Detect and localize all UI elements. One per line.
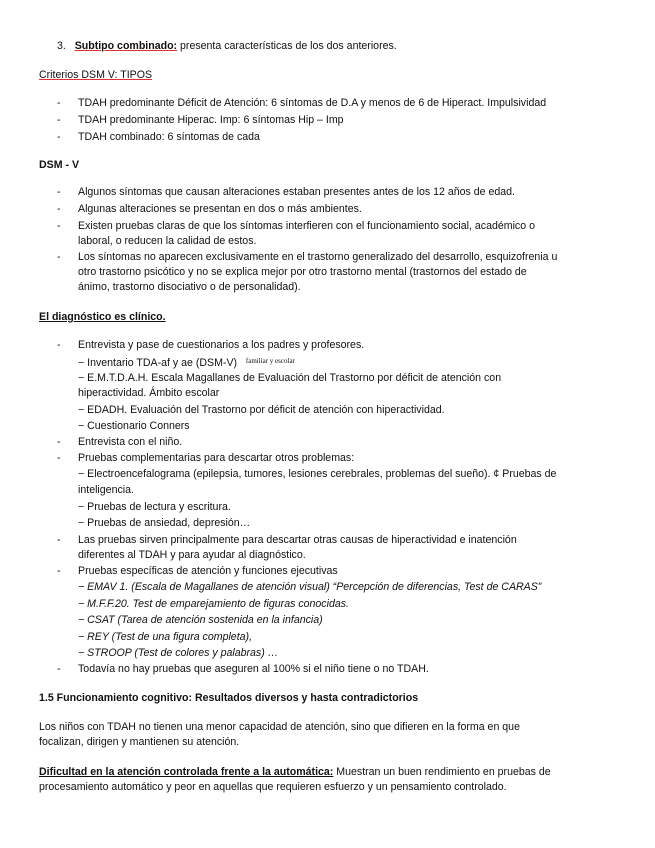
sub-item: − EDADH. Evaluación del Trastorno por déficit de atención con hiperactividad.	[78, 404, 445, 416]
list-item-cont: laboral, o reducen la calidad de estos.	[78, 235, 257, 247]
diagnosis-heading: El diagnóstico es clínico.	[39, 311, 166, 323]
sub-item: − E.M.T.D.A.H. Escala Magallanes de Evaluación del Trastorno por déficit de atención con	[78, 372, 502, 384]
list-item: - TDAH predominante Hiperac. Imp: 6 síntomas Hip – Imp	[57, 114, 344, 126]
list-item: - Algunos síntomas que causan alteraciones estaban presentes antes de los 12 años de edad.	[57, 186, 515, 198]
paragraph-line: procesamiento automático y peor en aquellas que requieren esfuerzo y un pensamiento controlado.	[39, 781, 507, 793]
tda-note: familiar y escolar	[245, 357, 295, 365]
sub-item: − REY (Test de una figura completa),	[78, 631, 253, 643]
list-item-cont: diferentes al TDAH y para ayudar al diagnóstico.	[78, 549, 306, 561]
paragraph-line: focalizan, dirigen y mantienen su atención.	[39, 736, 240, 748]
dsm5-heading: DSM - V	[39, 159, 80, 171]
list-item: - Entrevista con el niño.	[57, 436, 183, 448]
list-item: - Pruebas complementarias para descartar otros problemas:	[57, 452, 355, 464]
list-item: - Los síntomas no aparecen exclusivamente en el trastorno generalizado del desarrollo, esquizofrenia u	[57, 251, 558, 263]
section-heading: 1.5 Funcionamiento cognitivo: Resultados diversos y hasta contradictorios	[39, 692, 419, 704]
subtype-combined-line	[57, 40, 397, 53]
subtype-text: presenta características de los dos anteriores.	[177, 40, 397, 52]
list-item-cont: ánimo, trastorno disociativo o de personalidad).	[78, 281, 301, 293]
list-item: - Existen pruebas claras de que los síntomas interfieren con el funcionamiento social, académico o	[57, 220, 535, 232]
paragraph-line: Los niños con TDAH no tienen una menor capacidad de atención, sino que difieren en la forma en que	[39, 721, 520, 733]
list-item: - Todavía no hay pruebas que aseguren al 100% si el niño tiene o no TDAH.	[57, 663, 429, 675]
sub-item: − Electroencefalograma (epilepsia, tumores, lesiones cerebrales, problemas del sueño). ¢ Pruebas de	[78, 468, 557, 480]
sub-item: − Inventario TDA-af y ae (DSM-V) $^{familiar y escolar}$	[78, 357, 295, 369]
sub-item: − Pruebas de lectura y escritura.	[78, 501, 231, 513]
sub-item-cont: inteligencia.	[78, 484, 134, 496]
sub-item: − Pruebas de ansiedad, depresión…	[78, 517, 251, 529]
list-number: 3.	[57, 40, 66, 52]
difficulty-title: Dificultad en la atención controlada frente a la automática:	[39, 766, 334, 778]
sub-item: − EMAV 1. (Escala de Magallanes de atención visual) “Percepción de diferencias, Test de CARAS”	[78, 581, 542, 593]
list-item: - Pruebas específicas de atención y funciones ejecutivas	[57, 565, 338, 577]
list-item: - Entrevista y pase de cuestionarios a los padres y profesores.	[57, 339, 365, 351]
list-item: - Algunas alteraciones se presentan en dos o más ambientes.	[57, 203, 362, 215]
list-item: - TDAH combinado: 6 síntomas de cada	[57, 131, 260, 143]
dsm-types-heading: Criterios DSM V: TIPOS	[39, 69, 153, 81]
list-item-cont: otro trastorno psicótico y no se explica mejor por otro trastorno mental (trastornos del estado de	[78, 266, 527, 278]
list-item: - TDAH predominante Déficit de Atención: 6 síntomas de D.A y menos de 6 de Hiperact. Impulsividad	[57, 97, 547, 109]
sub-item-cont: hiperactividad. Ámbito escolar	[78, 387, 220, 399]
paragraph-line: Dificultad en la atención controlada frente a la automática: Muestran un buen rendimiento en pruebas de	[39, 766, 551, 778]
subtype-title: Subtipo combinado:	[74, 40, 178, 52]
sub-item: − STROOP (Test de colores y palabras) …	[78, 647, 279, 659]
sub-item: − CSAT (Tarea de atención sostenida en la infancia)	[78, 614, 323, 626]
sub-item: − Cuestionario Conners	[78, 420, 190, 432]
list-item: - Las pruebas sirven principalmente para descartar otras causas de hiperactividad e inatención	[57, 534, 517, 546]
sub-item: − M.F.F.20. Test de emparejamiento de figuras conocidas.	[78, 598, 349, 610]
